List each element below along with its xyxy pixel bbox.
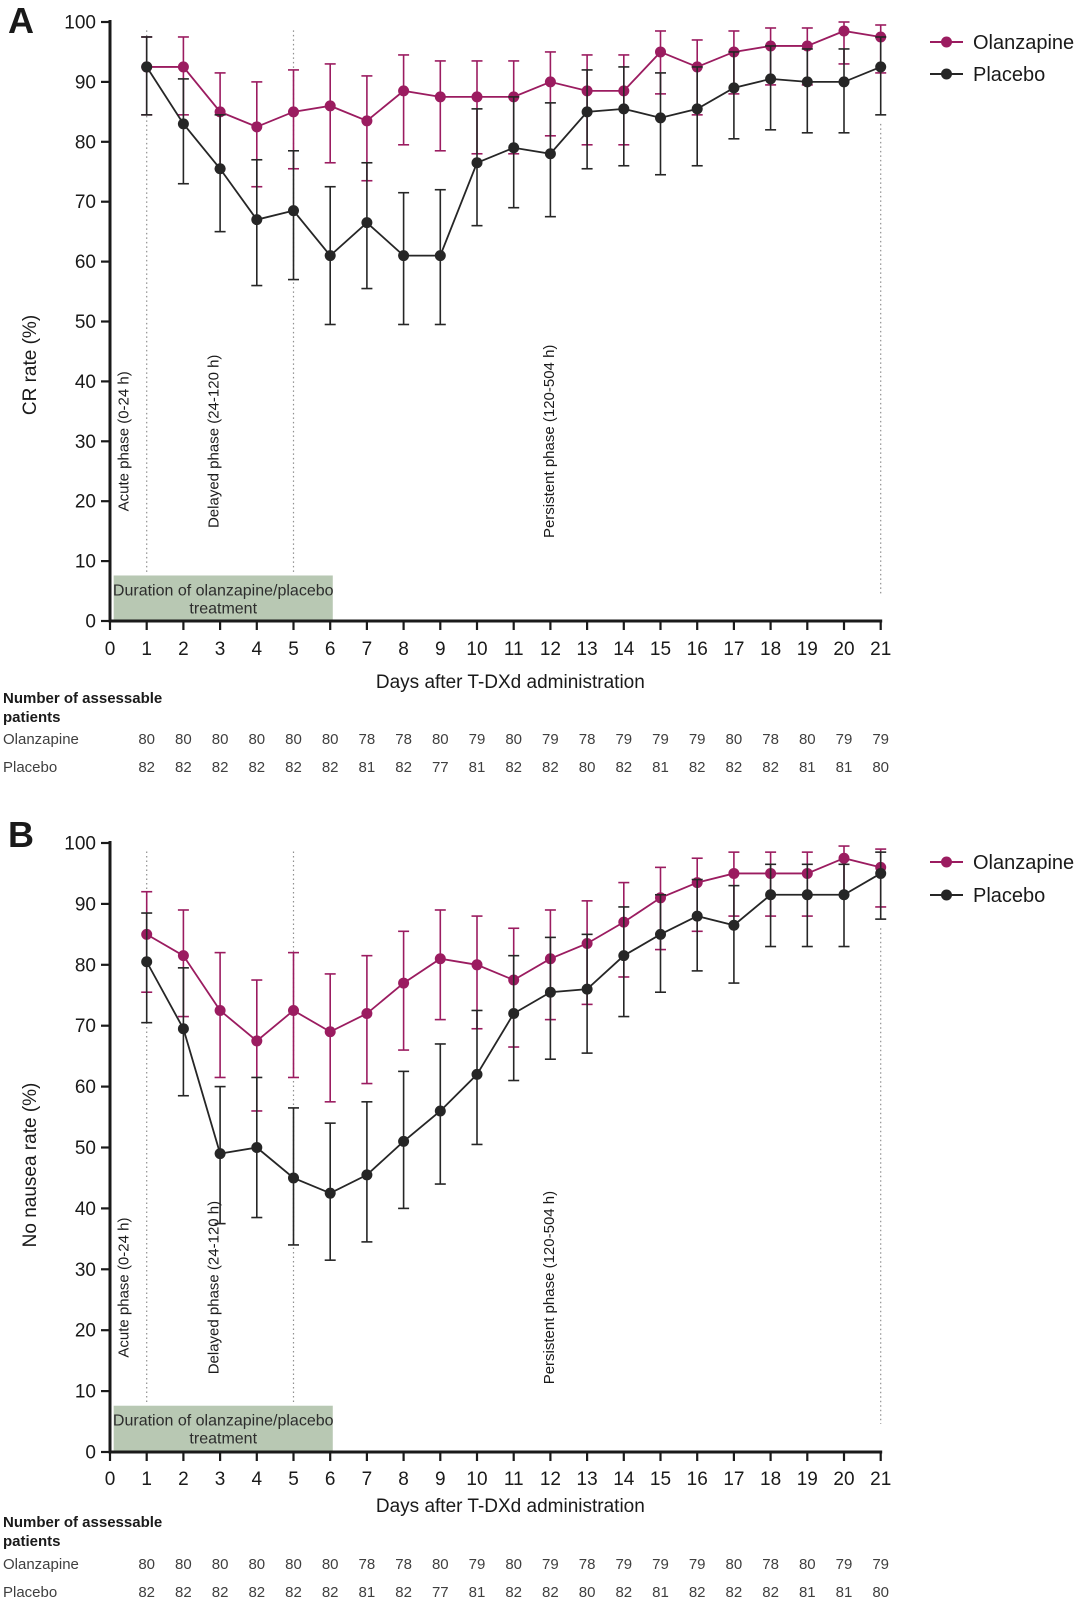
table-cell: 80 — [431, 731, 449, 748]
x-tick-label: 12 — [539, 1469, 561, 1490]
phase-label: Persistent phase (120-504 h) — [541, 344, 559, 539]
data-point — [839, 25, 850, 36]
table-cell: 81 — [468, 759, 486, 776]
x-tick-label: 9 — [435, 1469, 446, 1490]
y-tick-label: 100 — [64, 833, 96, 855]
legend-label: Olanzapine — [973, 32, 1075, 54]
data-point — [545, 987, 556, 998]
table-cell: 79 — [688, 1556, 706, 1573]
table-cell: 80 — [872, 1584, 890, 1601]
table-cell: 80 — [248, 731, 266, 748]
legend-marker — [941, 69, 952, 80]
table-cell: 80 — [725, 1556, 743, 1573]
data-point — [472, 1069, 483, 1080]
y-tick-label: 30 — [74, 1259, 96, 1281]
y-tick-label: 50 — [74, 1138, 96, 1159]
data-point — [361, 1169, 372, 1180]
legend-item-olanzapine — [930, 852, 1074, 874]
table-row-label: Olanzapine — [3, 1556, 79, 1573]
x-tick-label: 11 — [503, 639, 524, 660]
y-tick-label: 90 — [74, 894, 96, 916]
data-point — [618, 103, 629, 114]
x-tick-label: 14 — [613, 639, 635, 660]
table-cell: 82 — [542, 1584, 559, 1601]
panel-b-chart — [0, 790, 1080, 1602]
x-axis-title: Days after T-DXd administration — [375, 1496, 645, 1517]
x-tick-label: 14 — [613, 1469, 635, 1490]
table-cell: 82 — [615, 759, 633, 776]
table-cell: 81 — [835, 1584, 853, 1601]
y-tick-label: 10 — [74, 551, 96, 573]
x-tick-label: 5 — [288, 639, 299, 660]
x-tick-label: 15 — [649, 639, 672, 660]
table-cell: 80 — [321, 1556, 339, 1573]
table-cell: 81 — [358, 759, 376, 776]
table-cell: 79 — [835, 1556, 853, 1573]
table-cell: 80 — [285, 1556, 302, 1573]
treatment-box-label: treatment — [189, 1430, 258, 1448]
table-cell: 82 — [285, 759, 302, 776]
table-cell: 78 — [358, 1556, 376, 1573]
table-cell: 79 — [468, 731, 486, 748]
table-cell: 82 — [248, 759, 266, 776]
data-point — [288, 1005, 299, 1016]
table-cell: 79 — [542, 1556, 559, 1573]
x-tick-label: 15 — [649, 1469, 672, 1490]
table-cell: 78 — [762, 731, 779, 748]
treatment-box-label: Duration of olanzapine/placebo — [112, 582, 334, 600]
y-tick-label: 10 — [74, 1381, 96, 1403]
x-tick-label: 16 — [686, 639, 708, 660]
y-tick-label: 60 — [74, 1077, 96, 1099]
table-cell: 78 — [395, 731, 412, 748]
data-point — [325, 250, 336, 261]
table-cell: 78 — [578, 1556, 596, 1573]
data-point — [215, 163, 226, 174]
table-cell: 82 — [321, 1584, 339, 1601]
data-point — [398, 85, 409, 96]
x-tick-label: 19 — [796, 639, 818, 660]
data-point — [508, 1008, 519, 1019]
table-cell: 82 — [395, 759, 412, 776]
data-point — [765, 889, 776, 900]
panel-b — [0, 790, 1080, 1602]
table-cell: 82 — [542, 759, 559, 776]
panel-b-series-placebo — [141, 852, 886, 1260]
x-tick-label: 2 — [178, 1469, 189, 1490]
data-point — [765, 73, 776, 84]
table-cell: 80 — [138, 1556, 156, 1573]
data-point — [435, 250, 446, 261]
x-tick-label: 1 — [141, 639, 152, 660]
treatment-box-label: treatment — [189, 600, 258, 618]
y-tick-label: 70 — [74, 1016, 96, 1038]
y-tick-label: 100 — [64, 12, 96, 34]
panel-b-treatment-box — [113, 1406, 334, 1453]
table-cell: 78 — [395, 1556, 412, 1573]
data-point — [655, 112, 666, 123]
x-tick-label: 19 — [796, 1469, 818, 1490]
phase-label: Delayed phase (24-120 h) — [205, 354, 223, 529]
y-tick-label: 20 — [74, 491, 96, 513]
table-cell: 80 — [505, 731, 523, 748]
data-point — [839, 76, 850, 87]
data-point — [288, 1172, 299, 1183]
table-cell: 79 — [542, 731, 559, 748]
panel-a-label: A — [8, 0, 34, 41]
data-point — [655, 46, 666, 57]
x-tick-label: 13 — [576, 639, 598, 660]
y-axis-title: No nausea rate (%) — [20, 1082, 41, 1248]
x-tick-label: 7 — [361, 639, 373, 660]
table-cell: 80 — [505, 1556, 523, 1573]
table-cell: 80 — [578, 759, 596, 776]
table-cell: 82 — [505, 759, 523, 776]
x-tick-label: 7 — [361, 1469, 373, 1490]
x-tick-label: 6 — [324, 639, 336, 660]
table-cell: 82 — [395, 1584, 412, 1601]
x-tick-label: 17 — [723, 639, 745, 660]
x-tick-label: 20 — [833, 1469, 855, 1490]
data-point — [472, 91, 483, 102]
legend-item-placebo — [930, 64, 1045, 86]
table-cell: 82 — [211, 1584, 229, 1601]
table-cell: 80 — [431, 1556, 449, 1573]
data-point — [215, 1005, 226, 1016]
data-point — [398, 250, 409, 261]
x-tick-label: 3 — [214, 1469, 226, 1490]
table-row-label: Placebo — [3, 1584, 58, 1601]
data-point — [361, 1008, 372, 1019]
x-tick-label: 10 — [466, 1469, 488, 1490]
y-tick-label: 60 — [74, 252, 96, 274]
data-point — [839, 853, 850, 864]
data-point — [435, 91, 446, 102]
y-tick-label: 0 — [85, 611, 96, 633]
y-tick-label: 90 — [74, 72, 96, 94]
panel-a — [0, 0, 1080, 790]
treatment-box-label: Duration of olanzapine/placebo — [112, 1412, 334, 1430]
x-tick-label: 17 — [723, 1469, 745, 1490]
legend-marker — [941, 37, 952, 48]
data-point — [361, 115, 372, 126]
x-tick-label: 0 — [104, 639, 116, 660]
phase-label: Persistent phase (120-504 h) — [541, 1190, 559, 1385]
table-row-label: Olanzapine — [3, 731, 79, 748]
x-tick-label: 21 — [870, 639, 892, 660]
table-cell: 80 — [211, 731, 229, 748]
data-point — [802, 889, 813, 900]
table-cell: 79 — [872, 1556, 890, 1573]
x-tick-label: 8 — [398, 1469, 409, 1490]
table-cell: 82 — [725, 1584, 743, 1601]
data-point — [178, 118, 189, 129]
x-tick-label: 4 — [251, 639, 263, 660]
table-header: patients — [3, 709, 61, 726]
table-cell: 81 — [798, 759, 816, 776]
table-cell: 79 — [615, 731, 633, 748]
phase-label: Delayed phase (24-120 h) — [205, 1200, 223, 1375]
panel-b-patients-table — [3, 1514, 889, 1601]
y-tick-label: 20 — [74, 1320, 96, 1342]
table-cell: 82 — [138, 759, 156, 776]
table-cell: 82 — [688, 1584, 706, 1601]
x-tick-label: 11 — [503, 1469, 524, 1490]
data-point — [545, 148, 556, 159]
table-cell: 80 — [725, 731, 743, 748]
data-point — [288, 106, 299, 117]
x-tick-label: 5 — [288, 1469, 299, 1490]
data-point — [178, 950, 189, 961]
legend-item-placebo — [930, 885, 1045, 907]
data-point — [618, 950, 629, 961]
legend-item-olanzapine — [930, 32, 1074, 54]
table-cell: 82 — [725, 759, 743, 776]
table-cell: 79 — [652, 1556, 669, 1573]
table-cell: 79 — [872, 731, 890, 748]
phase-label: Acute phase (0-24 h) — [115, 371, 133, 512]
table-cell: 77 — [431, 1584, 449, 1601]
table-cell: 82 — [248, 1584, 266, 1601]
x-tick-label: 4 — [251, 1469, 263, 1490]
data-point — [802, 76, 813, 87]
legend-label: Placebo — [973, 885, 1046, 907]
data-point — [582, 106, 593, 117]
table-cell: 82 — [688, 759, 706, 776]
table-cell: 79 — [615, 1556, 633, 1573]
table-cell: 79 — [652, 731, 669, 748]
data-point — [508, 142, 519, 153]
phase-label: Acute phase (0-24 h) — [115, 1217, 133, 1358]
y-axis-title: CR rate (%) — [20, 314, 41, 416]
data-point — [839, 889, 850, 900]
table-cell: 81 — [652, 1584, 669, 1601]
table-cell: 80 — [138, 731, 156, 748]
data-point — [398, 1136, 409, 1147]
table-cell: 81 — [798, 1584, 816, 1601]
x-tick-label: 2 — [178, 639, 189, 660]
legend-marker — [941, 857, 952, 868]
x-tick-label: 9 — [435, 639, 446, 660]
table-cell: 78 — [358, 731, 376, 748]
data-point — [582, 984, 593, 995]
data-point — [325, 1188, 336, 1199]
data-point — [251, 121, 262, 132]
y-tick-label: 80 — [74, 132, 96, 154]
table-cell: 79 — [468, 1556, 486, 1573]
panel-a-chart — [0, 0, 1080, 790]
x-axis-title: Days after T-DXd administration — [375, 672, 645, 693]
data-point — [251, 1035, 262, 1046]
data-point — [178, 1023, 189, 1034]
x-tick-label: 0 — [104, 1469, 116, 1490]
y-tick-label: 40 — [74, 371, 96, 393]
legend-label: Olanzapine — [973, 852, 1075, 874]
panel-a-phase-labels — [115, 345, 558, 538]
x-tick-label: 18 — [760, 639, 782, 660]
x-tick-label: 1 — [141, 1469, 152, 1490]
data-point — [325, 100, 336, 111]
table-header: Number of assessable — [3, 690, 163, 707]
table-cell: 80 — [872, 759, 890, 776]
table-row-label: Placebo — [3, 759, 58, 776]
y-tick-label: 50 — [74, 312, 96, 333]
x-tick-label: 18 — [760, 1469, 782, 1490]
table-cell: 80 — [798, 1556, 816, 1573]
table-cell: 82 — [211, 759, 229, 776]
data-point — [435, 1105, 446, 1116]
x-tick-label: 16 — [686, 1469, 708, 1490]
table-cell: 78 — [578, 731, 596, 748]
x-tick-label: 13 — [576, 1469, 598, 1490]
data-point — [435, 953, 446, 964]
y-tick-label: 40 — [74, 1198, 96, 1220]
data-point — [655, 929, 666, 940]
data-point — [692, 911, 703, 922]
y-tick-label: 70 — [74, 192, 96, 214]
table-cell: 81 — [652, 759, 669, 776]
x-tick-label: 21 — [870, 1469, 892, 1490]
data-point — [472, 959, 483, 970]
table-cell: 82 — [762, 1584, 779, 1601]
y-tick-label: 80 — [74, 955, 96, 977]
x-tick-label: 20 — [833, 639, 855, 660]
table-header: Number of assessable — [3, 1514, 163, 1531]
data-point — [251, 214, 262, 225]
data-point — [472, 157, 483, 168]
table-cell: 81 — [835, 759, 853, 776]
table-cell: 79 — [688, 731, 706, 748]
data-point — [361, 217, 372, 228]
y-tick-label: 0 — [85, 1442, 96, 1464]
table-cell: 82 — [762, 759, 779, 776]
table-cell: 80 — [321, 731, 339, 748]
data-point — [325, 1026, 336, 1037]
data-point — [215, 1148, 226, 1159]
table-cell: 82 — [175, 1584, 192, 1601]
x-tick-label: 3 — [214, 639, 226, 660]
legend-marker — [941, 890, 952, 901]
x-tick-label: 6 — [324, 1469, 336, 1490]
data-point — [141, 956, 152, 967]
data-point — [728, 868, 739, 879]
legend-label: Placebo — [973, 64, 1046, 86]
table-cell: 78 — [762, 1556, 779, 1573]
data-point — [692, 103, 703, 114]
data-point — [875, 61, 886, 72]
table-cell: 82 — [175, 759, 192, 776]
data-point — [141, 61, 152, 72]
table-cell: 80 — [578, 1584, 596, 1601]
data-point — [178, 61, 189, 72]
panel-a-legend — [930, 32, 1074, 86]
panel-b-legend — [930, 852, 1074, 907]
table-cell: 82 — [505, 1584, 523, 1601]
x-tick-label: 10 — [466, 639, 488, 660]
data-point — [728, 920, 739, 931]
table-cell: 82 — [615, 1584, 633, 1601]
panel-a-treatment-box — [113, 575, 334, 622]
x-tick-label: 8 — [398, 639, 409, 660]
table-cell: 80 — [211, 1556, 229, 1573]
table-cell: 82 — [321, 759, 339, 776]
table-cell: 82 — [138, 1584, 156, 1601]
y-tick-label: 30 — [74, 431, 96, 453]
data-point — [288, 205, 299, 216]
data-point — [728, 82, 739, 93]
table-header: patients — [3, 1533, 61, 1550]
x-tick-label: 12 — [539, 639, 561, 660]
table-cell: 81 — [358, 1584, 376, 1601]
table-cell: 77 — [431, 759, 449, 776]
table-cell: 80 — [285, 731, 302, 748]
table-cell: 80 — [248, 1556, 266, 1573]
data-point — [545, 76, 556, 87]
table-cell: 80 — [798, 731, 816, 748]
data-point — [875, 868, 886, 879]
panel-a-patients-table — [3, 690, 889, 776]
data-point — [398, 978, 409, 989]
data-point — [251, 1142, 262, 1153]
panel-b-label: B — [8, 814, 34, 855]
table-cell: 82 — [285, 1584, 302, 1601]
table-cell: 81 — [468, 1584, 486, 1601]
panel-b-phase-labels — [115, 1191, 558, 1384]
table-cell: 79 — [835, 731, 853, 748]
table-cell: 80 — [175, 731, 192, 748]
table-cell: 80 — [175, 1556, 192, 1573]
